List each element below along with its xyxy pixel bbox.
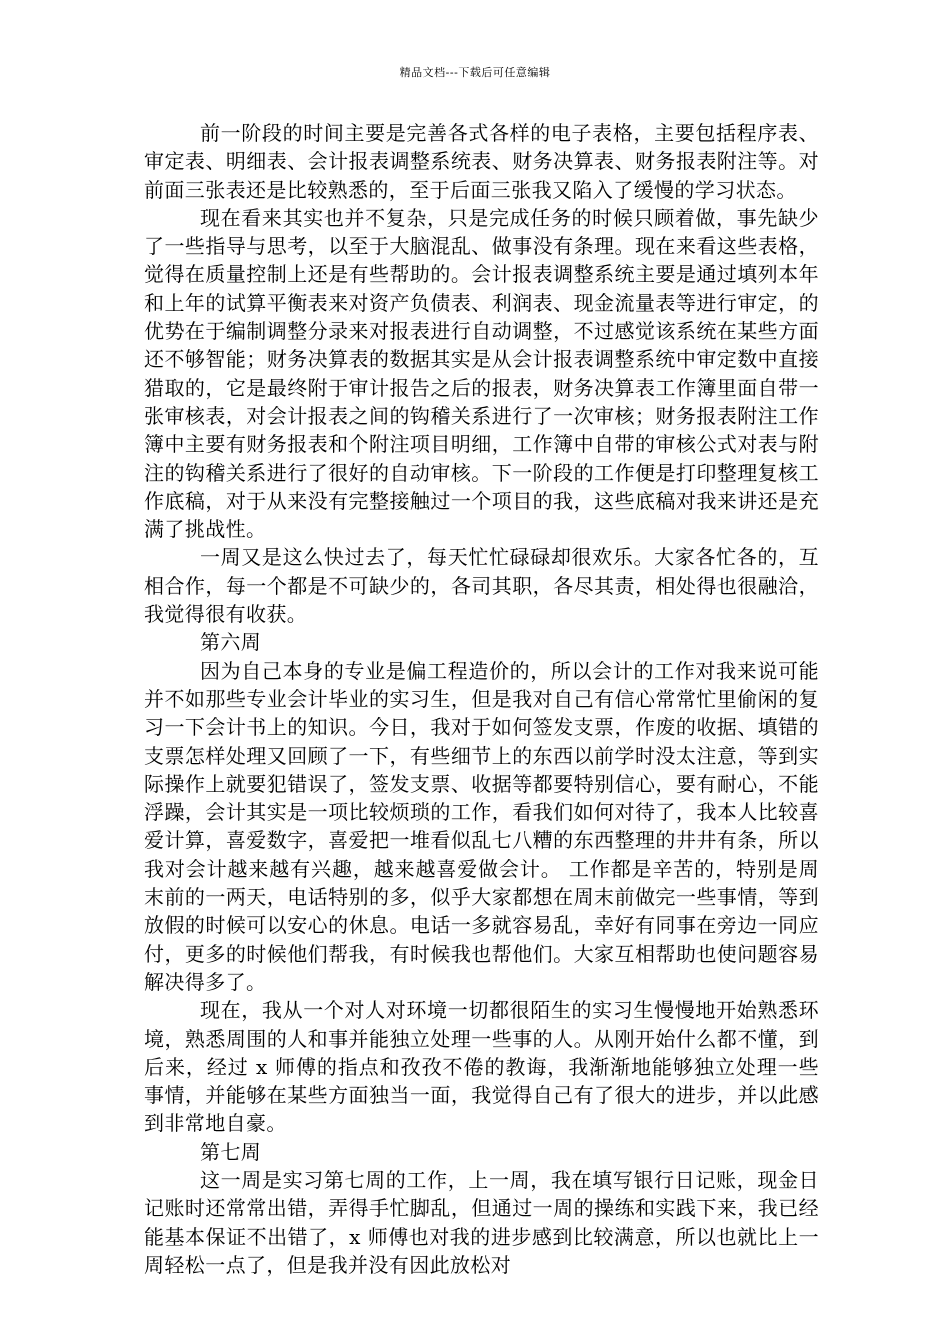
section-heading-week-7: 第七周 <box>200 1139 262 1164</box>
paragraph: 前一阶段的时间主要是完善各式各样的电子表格，主要包括程序表、审定表、明细表、会计报表调整系统表、财务决算表、财务报表附注等。对前面三张表还是比较熟悉的，至于后面三张我又陷入了缓慢的学习状态。 <box>144 121 819 202</box>
document-body <box>144 119 819 1279</box>
paragraph: 一周又是这么快过去了，每天忙忙碌碌却很欢乐。大家各忙各的，互相合作，每一个都是不可缺少的，各司其职，各尽其责，相处得也很融洽，我觉得很有收获。 <box>144 545 819 627</box>
page-header: 精品文档---下载后可任意编辑 <box>399 66 551 79</box>
section-heading-week-6: 第六周 <box>200 630 262 655</box>
paragraph: 现在，我从一个对人对环境一切都很陌生的实习生慢慢地开始熟悉环境，熟悉周围的人和事并能独立处理一些事的人。从刚开始什么都不懂，到后来，经过 x 师傅的指点和孜孜不倦的教诲，我渐渐地能够独立处理一些事情，并能够在某些方面独当一面，我觉得自己有了很大的进步，并以此感到非常地自豪。 <box>144 998 819 1136</box>
paragraph: 因为自己本身的专业是偏工程造价的，所以会计的工作对我来说可能并不如那些专业会计毕业的实习生，但是我对自己有信心常常忙里偷闲的复习一下会计书上的知识。今日，我对于如何签发支票，作废的收据、填错的支票怎样处理又回顾了一下，有些细节上的东西以前学时没太注意，等到实际操作上就要犯错误了，签发支票、收据等都要特别信心，要有耐心，不能浮躁，会计其实是一项比较烦琐的工作，看我们如何对待了，我本人比较喜爱计算，喜爱数字，喜爱把一堆看似乱七八糟的东西整理的井井有条，所以我对会计越来越有兴趣，越来越喜爱做会计。 工作都是辛苦的，特别是周末前的一两天，电话特别的多，似乎大家都想在周末前做完一些事情，等到放假的时候可以安心的休息。电话一多就容易乱，幸好有同事在旁边一同应付，更多的时候他们帮我，有时候我也帮他们。大家互相帮助也使问题容易解决得多了。 <box>144 658 819 994</box>
paragraph: 现在看来其实也并不复杂，只是完成任务的时候只顾着做，事先缺少了一些指导与思考，以至于大脑混乱、做事没有条理。现在来看这些表格，觉得在质量控制上还是有些帮助的。会计报表调整系统主要是通过填列本年和上年的试算平衡表来对资产负债表、利润表、现金流量表等进行审定，的优势在于编制调整分录来对报表进行自动调整，不过感觉该系统在某些方面还不够智能；财务决算表的数据其实是从会计报表调整系统中审定数中直接猎取的，它是最终附于审计报告之后的报表，财务决算表工作簿里面自带一张审核表，对会计报表之间的钩稽关系进行了一次审核；财务报表附注工作簿中主要有财务报表和个附注项目明细，工作簿中自带的审核公式对表与附注的钩稽关系进行了很好的自动审核。下一阶段的工作便是打印整理复核工作底稿，对于从来没有完整接触过一个项目的我，这些底稿对我来讲还是充满了挑战性。 <box>144 205 819 542</box>
paragraph: 这一周是实习第七周的工作，上一周，我在填写银行日记账，现金日记账时还常常出错，弄得手忙脚乱，但通过一周的操练和实践下来，我已经能基本保证不出错了，x 师傅也对我的进步感到比较满意，所以也就比上一周轻松一点了，但是我并没有因此放松对 <box>144 1167 819 1277</box>
